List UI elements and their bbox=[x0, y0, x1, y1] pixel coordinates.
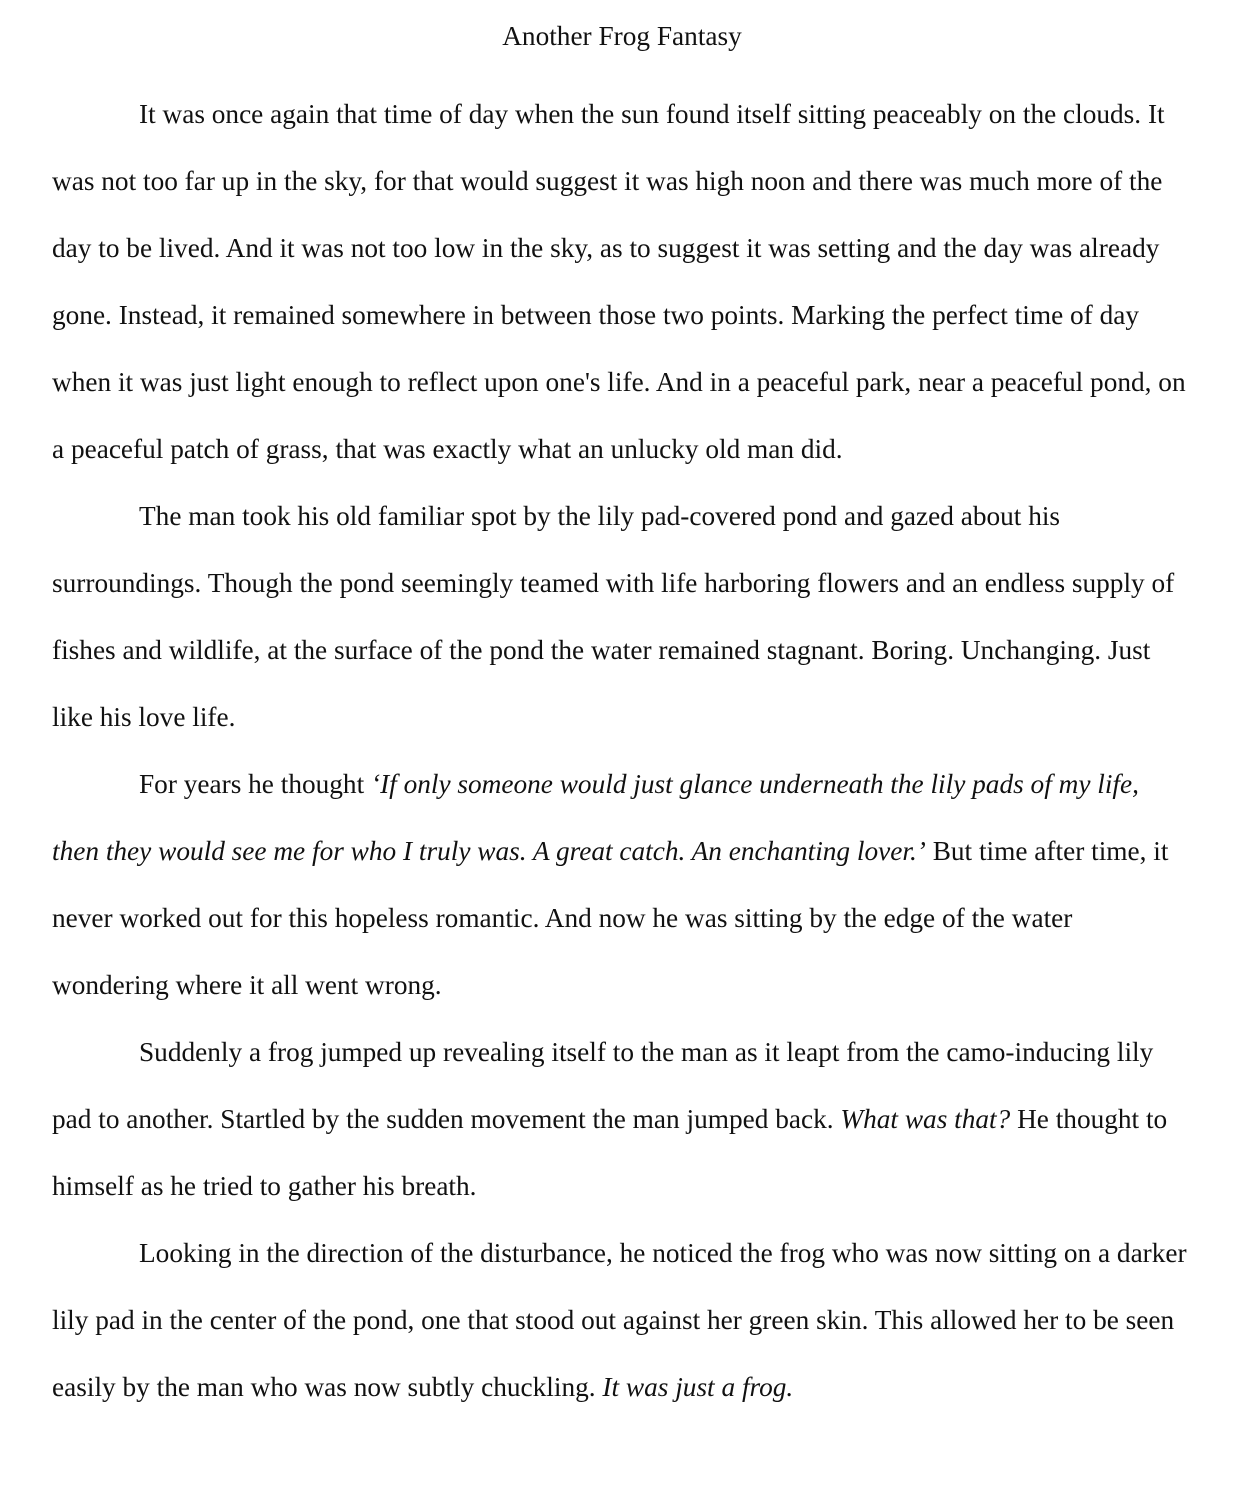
paragraph-4-italic-thought: What was that? bbox=[840, 1104, 1011, 1134]
document-page bbox=[52, 14, 1192, 1421]
paragraph-4-text-start: Suddenly a frog jumped up revealing itself to the man as it leapt from the camo-inducing lily pad to another. Startled by the sudden movement the man jumped back. bbox=[52, 1037, 1154, 1134]
paragraph-1-text: It was once again that time of day when the sun found itself sitting peaceably on the clouds. It was not too far up in the sky, for that would suggest it was high noon and there was much more of the day to be lived. And it was not too low in the sky, as to suggest it was setting and the day was already gone. Instead, it remained somewhere in between those two points. Marking the perfect time of day when it was just light enough to reflect upon one's life. And in a peaceful park, near a peaceful pond, on a peaceful patch of grass, that was exactly what an unlucky old man did. bbox=[52, 99, 1186, 464]
paragraph-4 bbox=[52, 1019, 1192, 1220]
paragraph-2 bbox=[52, 483, 1192, 751]
paragraph-2-text: The man took his old familiar spot by the lily pad-covered pond and gazed about his surroundings. Though the pond seemingly teamed with life harboring flowers and an endless supply of fishes and wildlife, at the surface of the pond the water remained stagnant. Boring. Unchanging. Just like his love life. bbox=[52, 501, 1175, 732]
document-title: Another Frog Fantasy bbox=[502, 21, 742, 51]
paragraph-5-text-start: Looking in the direction of the disturbance, he noticed the frog who was now sitting on a darker lily pad in the center of the pond, one that stood out against her green skin. This allowed her to be seen easily by the man who was now subtly chuckling. bbox=[52, 1238, 1187, 1402]
paragraph-5 bbox=[52, 1220, 1192, 1421]
paragraph-3-text-end: But time after time, it never worked out for this hopeless romantic. And now he was sitting by the edge of the water wondering where it all went wrong. bbox=[52, 836, 1169, 1000]
paragraph-3 bbox=[52, 751, 1192, 1019]
paragraph-3-italic-thought: ‘If only someone would just glance underneath the lily pads of my life, then they would see me for who I truly was. A great catch. An enchanting lover.’ bbox=[52, 769, 1139, 866]
paragraph-5-italic-thought: It was just a frog. bbox=[602, 1372, 794, 1402]
document-body bbox=[52, 81, 1192, 1421]
paragraph-3-text-start: For years he thought bbox=[139, 769, 371, 799]
paragraph-4-text-end: He thought to himself as he tried to gather his breath. bbox=[52, 1104, 1168, 1201]
paragraph-1 bbox=[52, 81, 1192, 483]
